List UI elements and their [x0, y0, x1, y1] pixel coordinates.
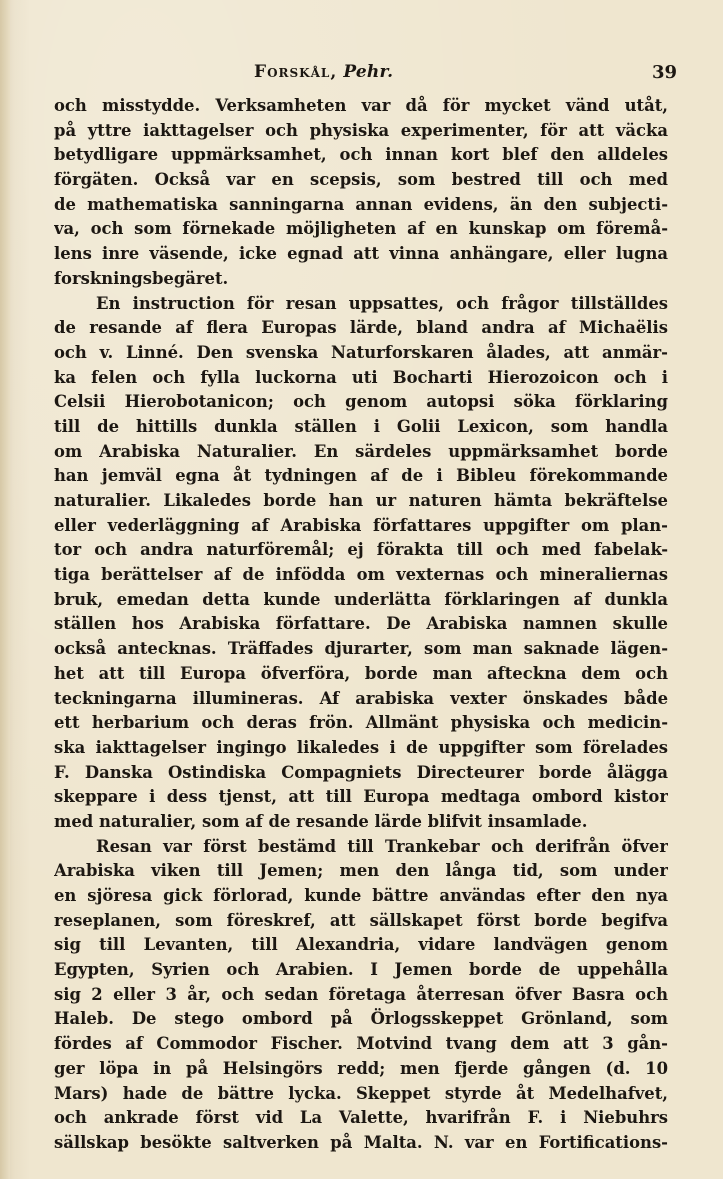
text-line: Egypten, Syrien och Arabien. I Jemen borde de uppehålla — [54, 960, 668, 980]
text-line: ett herbarium och deras frön. Allmänt physiska och medicin- — [54, 713, 668, 733]
text-line: eller vederläggning af Arabiska författares uppgifter om plan- — [54, 515, 668, 535]
text-line: betydligare uppmärksamhet, och innan kort blef den alldeles — [54, 145, 668, 165]
text-line: F. Danska Ostindiska Compagniets Directeurer borde ålägga — [54, 762, 668, 782]
text-line: lens inre väsende, icke egnad att vinna anhängare, eller lugna — [54, 244, 668, 264]
text-line: förgäten. Också var en scepsis, som bestred till och med — [54, 170, 668, 190]
page-gutter — [0, 0, 10, 1179]
text-line: om Arabiska Naturalier. En särdeles uppmärksamhet borde — [54, 441, 668, 461]
text-line: på yttre iakttagelser och physiska experimenter, för att väcka — [54, 120, 668, 140]
running-head-author: Forskål, — [254, 62, 338, 82]
text-line: till de hittills dunkla ställen i Golii Lexicon, som handla — [54, 416, 668, 436]
text-line: ka felen och fylla luckorna uti Bocharti Hierozoicon och i — [54, 367, 668, 387]
text-line: Celsii Hierobotanicon; och genom autopsi söka förklaring — [54, 392, 668, 412]
text-line: Arabiska viken till Jemen; men den långa tid, som under — [54, 861, 668, 881]
text-line: teckningarna illumineras. Af arabiska vexter önskades både — [54, 688, 668, 708]
text-line: Haleb. De stego ombord på Örlogsskeppet Grönland, som — [54, 1009, 668, 1029]
text-line: sig till Levanten, till Alexandria, vidare landvägen genom — [54, 935, 668, 955]
text-line: de resande af flera Europas lärde, bland andra af Michaëlis — [54, 318, 668, 338]
text-line: med naturalier, som af de resande lärde blifvit insamlade. — [54, 811, 588, 831]
text-line: fördes af Commodor Fischer. Motvind tvang dem att 3 gån- — [54, 1034, 668, 1054]
page-number: 39 — [652, 62, 678, 83]
text-line: bruk, emedan detta kunde underlätta förklaringen af dunkla — [54, 589, 668, 609]
text-line: va, och som förnekade möjligheten af en kunskap om föremå- — [54, 219, 668, 239]
running-head-given-name: Pehr. — [343, 62, 394, 82]
text-line: ställen hos Arabiska författare. De Arabiska namnen skulle — [54, 614, 668, 634]
text-line: och ankrade först vid La Valette, hvarifrån F. i Niebuhrs — [54, 1108, 668, 1128]
text-line: forskningsbegäret. — [54, 268, 229, 288]
text-line: Mars) hade de bättre lycka. Skeppet styrde åt Medelhafvet, — [54, 1083, 668, 1103]
text-line: också antecknas. Träffades djurarter, som man saknade lägen- — [54, 639, 668, 659]
text-line: En instruction för resan uppsattes, och frågor tillställdes — [96, 293, 668, 313]
page-header — [0, 62, 723, 86]
text-line: en sjöresa gick förlorad, kunde bättre användas efter den nya — [54, 886, 668, 905]
text-line: Resan var först bestämd till Trankebar och derifrån öfver — [96, 836, 668, 856]
text-line: sig 2 eller 3 år, och sedan företaga återresan öfver Basra och — [54, 984, 668, 1004]
running-head — [254, 62, 393, 82]
text-line: het att till Europa öfverföra, borde man afteckna dem och — [54, 663, 668, 683]
text-line: ska iakttagelser ingingo likaledes i de uppgifter som förelades — [54, 737, 668, 757]
text-line: han jemväl egna åt tydningen af de i Bibleu förekommande — [54, 466, 668, 486]
text-line: tor och andra naturföremål; ej förakta till och med fabelak- — [54, 540, 668, 560]
text-line: ger löpa in på Helsingörs redd; men fjerde gången (d. 10 — [54, 1058, 668, 1078]
text-line: naturalier. Likaledes borde han ur naturen hämta bekräftelse — [54, 491, 668, 510]
text-line: sällskap besökte saltverken på Malta. N. var en Fortifications- — [54, 1132, 668, 1152]
text-line: och misstydde. Verksamheten var då för mycket vänd utåt, — [54, 96, 668, 115]
text-line: de mathematiska sanningarna annan evidens, än den subjecti- — [54, 194, 668, 214]
body-text — [54, 94, 668, 1156]
text-line: och v. Linné. Den svenska Naturforskaren ålades, att anmär- — [54, 342, 668, 362]
text-line: reseplanen, som föreskref, att sällskapet först borde begifva — [54, 910, 668, 930]
text-line: tiga berättelser af de infödda om vexternas och mineraliernas — [54, 565, 668, 585]
text-line: skeppare i dess tjenst, att till Europa medtaga ombord kistor — [54, 787, 668, 807]
